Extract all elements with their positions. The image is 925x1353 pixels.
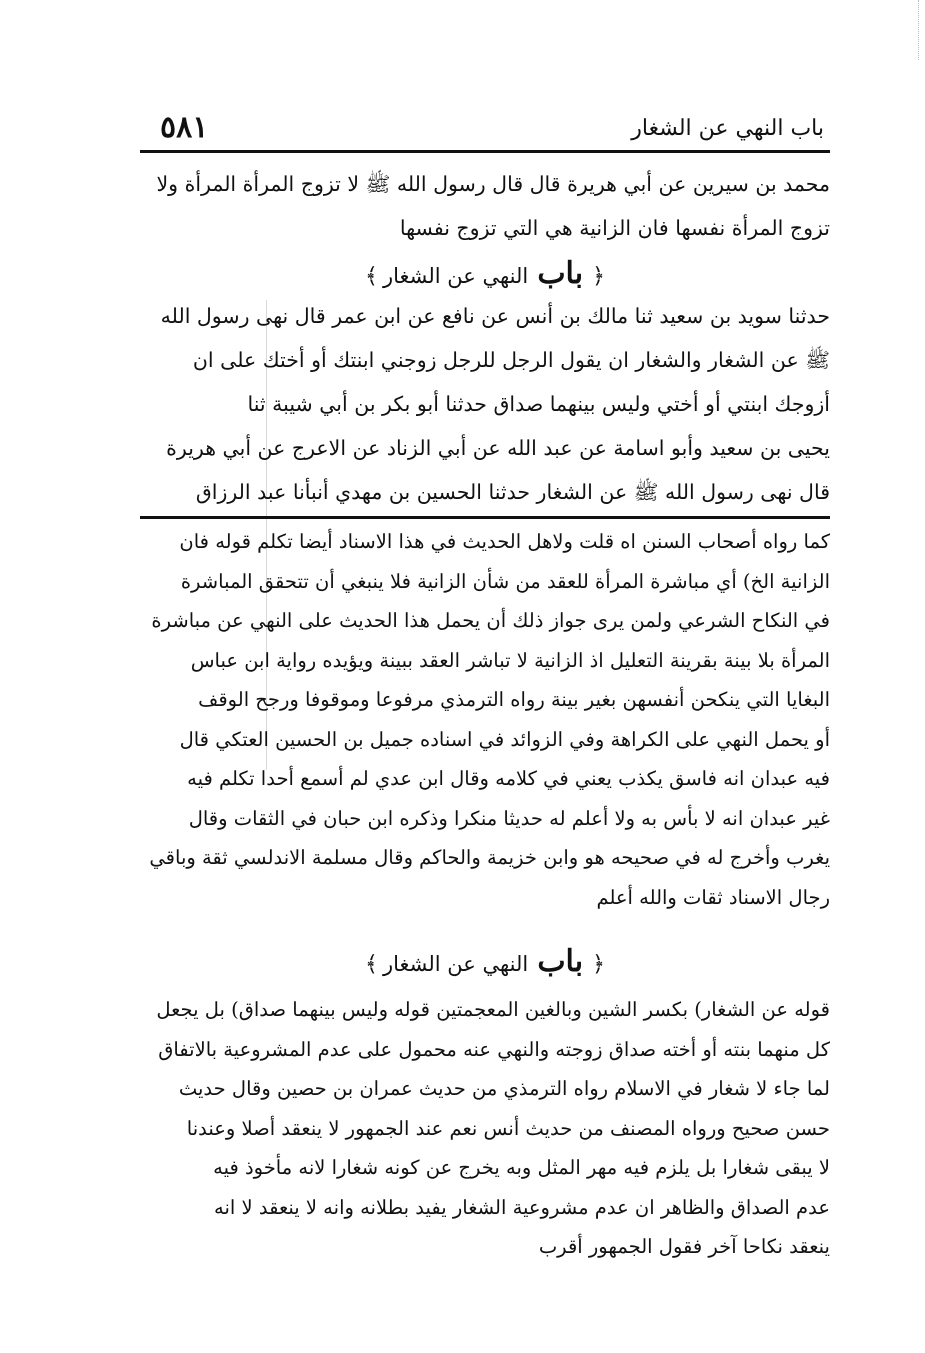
page-number: ٥٨١ bbox=[160, 110, 209, 145]
commentary-line: فيه عبدان انه فاسق يكذب يعني في كلامه وقال ابن عدي لم أسمع أحدا تكلم فيه bbox=[187, 767, 830, 790]
text-line: حدثنا سويد بن سعيد ثنا مالك بن أنس عن نافع عن ابن عمر قال نهى رسول الله bbox=[160, 304, 830, 328]
heading-bab: باب bbox=[537, 256, 584, 291]
heading-text: النهي عن الشغار bbox=[382, 952, 529, 976]
commentary-line: حسن صحيح ورواه المصنف من حديث أنس نعم عند الجمهور لا ينعقد أصلا وعندنا bbox=[186, 1116, 830, 1140]
commentary-line: عدم الصداق والظاهر ان عدم مشروعية الشغار يفيد بطلانه وانه لا ينعقد لا انه bbox=[214, 1195, 830, 1219]
text-line: ﷺ عن الشغار والشغار ان يقول الرجل للرجل زوجني ابنتك أو أختك على ان bbox=[192, 348, 830, 372]
text-line: يحيى بن سعيد وأبو اسامة عن عبد الله عن أبي الزناد عن الاعرج عن أبي هريرة bbox=[166, 436, 830, 460]
commentary-line: ينعقد نكاحا آخر فقول الجمهور أقرب bbox=[538, 1235, 830, 1258]
hadith-text-chapter bbox=[140, 294, 830, 514]
margin-dots bbox=[912, 0, 919, 60]
header-rule bbox=[140, 150, 830, 153]
heading-bracket-right: ﴿ bbox=[592, 952, 606, 977]
commentary-line: البغايا التي ينكحن أنفسهن بغير بينة رواه الترمذي مرفوعا وموقوفا ورجح الوقف bbox=[198, 688, 830, 711]
commentary-line: المرأة بلا بينة بقرينة التعليل اذ الزانية لا تباشر العقد ببينة ويؤيده رواية ابن عباس bbox=[190, 648, 830, 672]
commentary-line: الزانية الخ) أي مباشرة المرأة للعقد من شأن الزانية فلا ينبغي أن تتحقق المباشرة bbox=[180, 569, 830, 593]
heading-text: النهي عن الشغار bbox=[382, 264, 529, 288]
commentary-line: كل منهما بنته أو أخته صداق زوجته والنهي عنه محمول على عدم المشروعية بالاتفاق bbox=[158, 1037, 830, 1061]
commentary-line: أو يحمل النهي على الكراهة وفي الزوائد في اسناده جميل بن الحسين العتكي قال bbox=[179, 727, 830, 751]
commentary-line: لا يبقى شغارا بل يلزم فيه مهر المثل وبه يخرج عن كونه شغارا لانه مأخوذ فيه bbox=[213, 1156, 830, 1179]
heading-bracket-right: ﴿ bbox=[592, 264, 606, 289]
commentary-line: لما جاء لا شغار في الاسلام رواه الترمذي من حديث عمران بن حصين وقال حديث bbox=[178, 1077, 830, 1100]
chapter-heading bbox=[140, 254, 830, 294]
commentary-line: في النكاح الشرعي ولمن يرى جواز ذلك أن يحمل هذا الحديث على النهي عن مباشرة bbox=[151, 609, 830, 632]
heading-bracket-left: ﴾ bbox=[364, 264, 378, 289]
text-line: قال نهى رسول الله ﷺ عن الشغار حدثنا الحسين بن مهدي أنبأنا عبد الرزاق bbox=[195, 480, 830, 504]
commentary-first bbox=[140, 522, 830, 917]
running-title: باب النهي عن الشغار bbox=[631, 116, 824, 141]
text-line: محمد بن سيرين عن أبي هريرة قال قال رسول الله ﷺ لا تزوج المرأة المرأة ولا bbox=[156, 172, 830, 196]
commentary-line: غير عبدان انه لا بأس به ولا أعلم له حديثا منكرا وذكره ابن حبان في الثقات وقال bbox=[188, 806, 830, 830]
commentary-line: كما رواه أصحاب السنن اه قلت ولاهل الحديث في هذا الاسناد أيضا تكلم قوله فان bbox=[179, 530, 830, 553]
commentary-line: قوله عن الشغار) بكسر الشين وبالغين المعجمتين قوله وليس بينهما صداق) بل يجعل bbox=[156, 998, 830, 1021]
text-line: أزوجك ابنتي أو أختي وليس بينهما صداق حدثنا أبو بكر بن أبي شيبة ثنا bbox=[247, 392, 830, 416]
commentary-line: يغرب وأخرج له في صحيحه هو وابن خزيمة والحاكم وقال مسلمة الاندلسي ثقة وباقي bbox=[149, 846, 830, 869]
hadith-text-top bbox=[140, 162, 830, 250]
chapter-heading-commentary bbox=[140, 942, 830, 982]
commentary-divider bbox=[140, 516, 830, 519]
commentary-line: رجال الاسناد ثقات والله أعلم bbox=[596, 885, 830, 909]
page-header bbox=[140, 106, 830, 152]
heading-bracket-left: ﴾ bbox=[364, 952, 378, 977]
text-line: تزوج المرأة نفسها فان الزانية هي التي تزوج نفسها bbox=[399, 216, 830, 240]
commentary-second bbox=[140, 990, 830, 1267]
heading-bab: باب bbox=[537, 944, 584, 979]
